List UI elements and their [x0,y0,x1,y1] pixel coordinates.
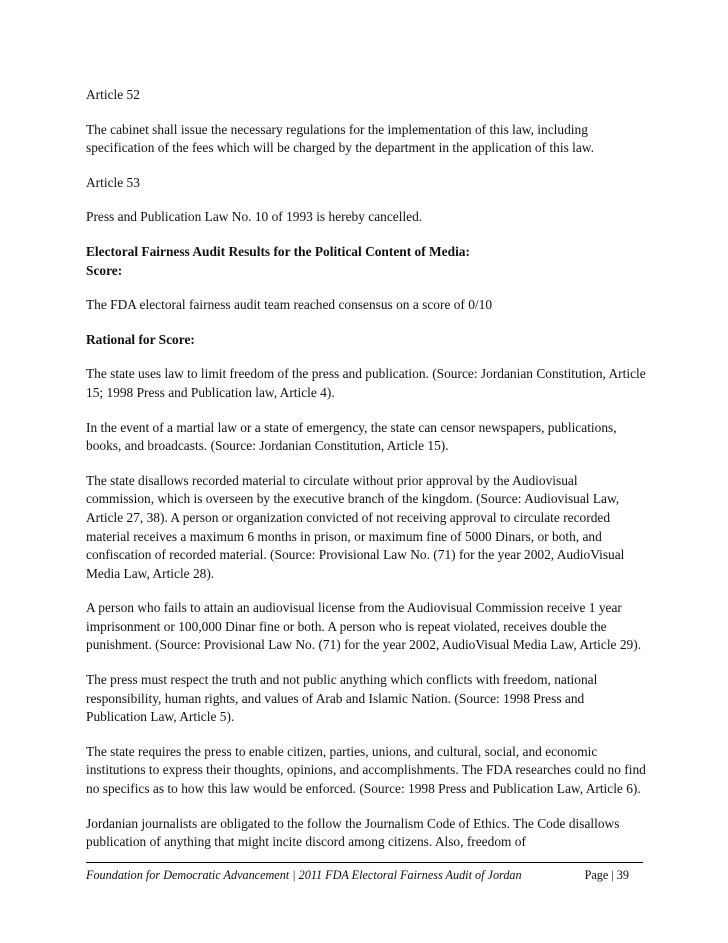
paragraph-article-53-text: Press and Publication Law No. 10 of 1993 is hereby cancelled. [86,209,423,225]
paragraph-article-52-heading: Article 52 [86,87,140,102]
footer-organization-title: Foundation for Democratic Advancement | 2011 FDA Electoral Fairness Audit of Jordan [86,868,522,882]
paragraph-rationale-6: The state requires the press to enable citizen, parties, unions, and cultural, social, and economic institutions to express their thoughts, opinions, and accomplishments. The FDA researches could no find no specifics as to how this law would be enforced. (Source: 1998 Press and Publication Law, Article 6). [86,743,646,797]
paragraph-rationale-3: The state disallows recorded material to circulate without prior approval by the Audiovisual commission, which is overseen by the executive branch of the kingdom. (Source: Audiovisual Law, Article 27, 38). A person or organization convicted of not receiving approval to circulate recorded material receives a maximum 6 months in prison, or maximum fine of 5000 Dinars, or both, and confiscation of recorded material. (Source: Provisional Law No. (71) for the year 2002, AudioVisual Media Law, Article 28). [86,472,625,581]
section-heading-rationale: Rational for Score: [86,331,195,347]
paragraph-score-statement: The FDA electoral fairness audit team reached consensus on a score of 0/10 [86,297,493,313]
page-footer [86,868,643,883]
paragraph-article-53-heading: Article 53 [86,174,140,190]
paragraph-rationale-5: The press must respect the truth and not public anything which conflicts with freedom, national responsibility, human rights, and values of Arab and Islamic Nation. (Source: 1998 Press and Publication Law, Article 5). [86,672,598,725]
page-body [86,86,646,868]
footer-divider [86,862,643,863]
paragraph-rationale-1: The state uses law to limit freedom of the press and publication. (Source: Jordanian Constitution, Article 15; 1998 Press and Publication law, Article 4). [86,366,646,400]
paragraph-rationale-2: In the event of a martial law or a state of emergency, the state can censor newspapers, publications, books, and broadcasts. (Source: Jordanian Constitution, Article 15). [86,419,617,454]
paragraph-article-52-text: The cabinet shall issue the necessary regulations for the implementation of this law, including specification of the fees which will be charged by the department in the application of this law. [86,121,594,156]
page-number: Page | 39 [584,868,629,882]
section-heading-audit-results: Electoral Fairness Audit Results for the Political Content of Media: [86,243,470,259]
paragraph-rationale-4: A person who fails to attain an audiovisual license from the Audiovisual Commission receive 1 year imprisonment or 100,000 Dinar fine or both. A person who is repeat violated, receives double the punishment. (Source: Provisional Law No. (71) for the year 2002, AudioVisual Media Law, Article 29). [86,600,642,653]
paragraph-rationale-7: Jordanian journalists are obligated to the follow the Journalism Code of Ethics. The Code disallows publication of anything that might incite discord among citizens. Also, freedom of [86,815,620,850]
section-heading-score: Score: [86,262,123,278]
